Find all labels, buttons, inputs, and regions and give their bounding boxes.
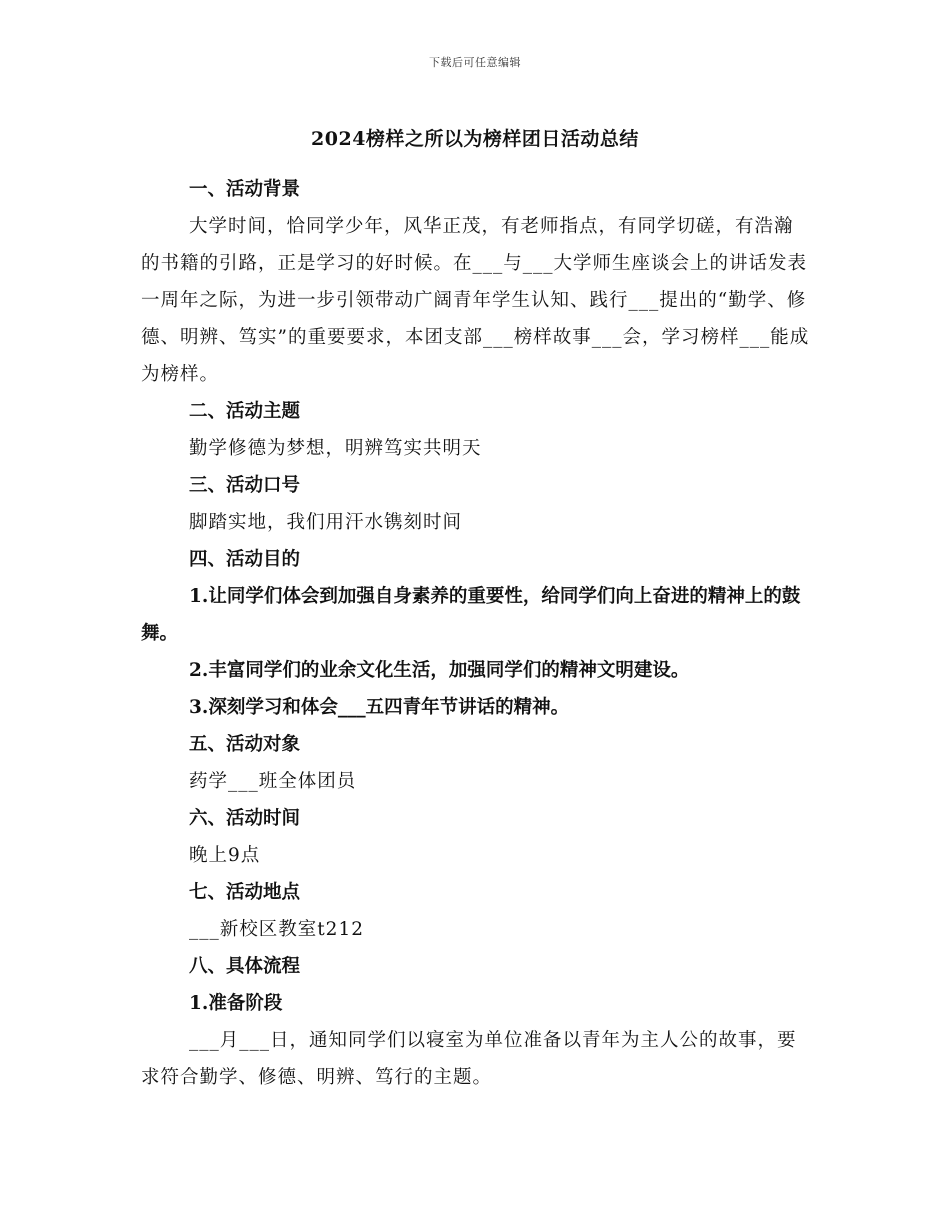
section-heading-background: 一、活动背景 — [189, 179, 301, 200]
section-text-background: 大学时间，恰同学少年，风华正茂，有老师指点，有同学切磋，有浩瀚的书籍的引路，正是学习的好时候。在___与___大学师生座谈会上的讲话发表一周年之际，为进一步引领带动广阔青年学生认知、践行___提出的“勤学、修德、明辨、笃实”的重要要求，本团支部___榜样故事___会，学习榜样___能成为榜样。 — [141, 216, 810, 385]
section-heading-theme: 二、活动主题 — [189, 401, 301, 422]
section-heading-audience: 五、活动对象 — [189, 734, 301, 755]
section-text-location: ___新校区教室t212 — [189, 919, 364, 940]
section-heading-purpose: 四、活动目的 — [189, 549, 301, 570]
process-subheading-preparation: 1.准备阶段 — [189, 993, 283, 1014]
section-text-audience: 药学___班全体团员 — [189, 771, 357, 792]
section-text-slogan: 脚踏实地，我们用汗水镌刻时间 — [189, 512, 463, 533]
section-heading-time: 六、活动时间 — [189, 808, 301, 829]
purpose-item-2: 2.丰富同学们的业余文化生活，加强同学们的精神文明建设。 — [189, 660, 690, 681]
process-text-preparation: ___月___日，通知同学们以寝室为单位准备以青年为主人公的故事，要求符合勤学、修德、明辨、笃行的主题。 — [141, 1030, 797, 1088]
section-heading-slogan: 三、活动口号 — [189, 475, 301, 496]
section-text-theme: 勤学修德为梦想，明辨笃实共明天 — [189, 438, 482, 459]
header-note: 下载后可任意编辑 — [429, 56, 521, 69]
purpose-item-3: 3.深刻学习和体会___五四青年节讲话的精神。 — [189, 697, 570, 718]
section-text-time: 晚上9点 — [189, 845, 261, 866]
section-heading-location: 七、活动地点 — [189, 882, 301, 903]
purpose-item-1: 1.让同学们体会到加强自身素养的重要性，给同学们向上奋进的精神上的鼓舞。 — [141, 586, 801, 644]
document-body — [141, 171, 811, 1096]
section-heading-process: 八、具体流程 — [189, 956, 301, 977]
document-title: 2024榜样之所以为榜样团日活动总结 — [311, 128, 639, 150]
